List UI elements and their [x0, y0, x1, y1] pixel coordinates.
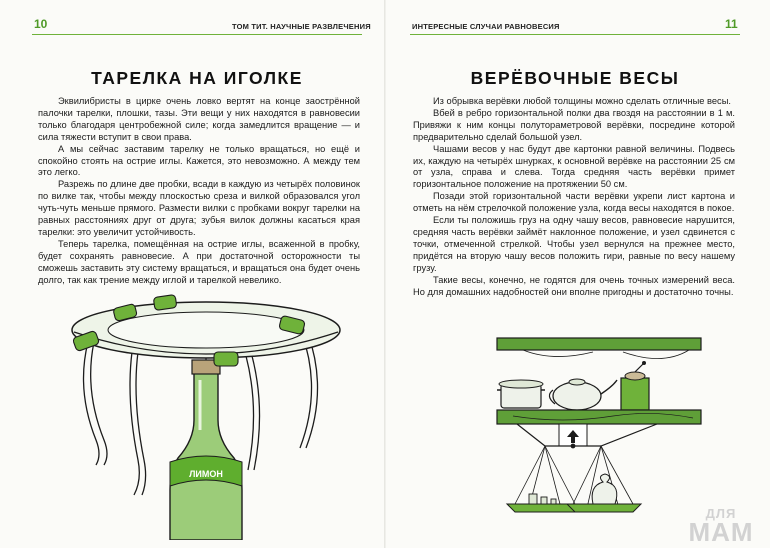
page-title: ВЕРЁВОЧНЫЕ ВЕСЫ [470, 68, 680, 88]
pot-icon [497, 380, 545, 408]
running-head: ИНТЕРЕСНЫЕ СЛУЧАИ РАВНОВЕСИЯ [412, 22, 560, 31]
shelf [497, 410, 701, 424]
paragraph: Разрежь по длине две пробки, всади в каждую из четырёх половинок по вилке так, чтобы между плоскостью среза и вилкой образовался угол чуть-чуть меньше прямого. Размести вилки с пробками вокруг тарелки на равных расстояниях друг от друга; зубья вилок должны касаться края тарелки: это увеличит устойчивость. [38, 179, 360, 237]
page-number: 11 [725, 17, 738, 31]
right-page [385, 0, 770, 548]
paragraph: А мы сейчас заставим тарелку не только вращаться, но ещё и спокойно стоять на острие иглы. Кажется, это невозможно. А между тем это легко. [38, 143, 360, 178]
paragraph: Такие весы, конечно, не годятся для очень точных измерений веса. Но для домашних надобностей они вполне пригодны и достаточно точны. [413, 274, 735, 297]
paragraph: Позади этой горизонтальной части верёвки укрепи лист картона и отметь на нём стрелочкой положение узла, когда весы находятся в покое. [413, 191, 735, 214]
right-pan [567, 504, 641, 512]
paragraph: Чашами весов у нас будут две картонки равной величины. Подвесь их, каждую на четырёх шнурках, к основной верёвке на расстоянии 25 см от узла, справа и слева. Тогда средняя часть верёвки примет горизонтальное положение на протяжении 50 см. [413, 143, 735, 190]
rope-knot [571, 444, 576, 449]
rope-scales-illustration [493, 336, 705, 540]
top-beam [497, 338, 701, 350]
bottle-label: ЛИМОН [189, 469, 223, 479]
paragraph: Вбей в ребро горизонтальной полки два гвоздя на расстоянии в 1 м. Привяжи к ним концы полутораметровой верёвки, посредине которой предварительно сделай большой узел. [413, 107, 735, 142]
paragraph: Эквилибристы в цирке очень ловко вертят на конце заострённой палочки тарелки, плошки, тазы. Эти вещи у них находятся в равновесии только благодаря центробежной силе; когда замедлится вращение — и сила тяжести вступит в свои права. [38, 96, 360, 142]
header-rule [410, 34, 740, 35]
teapot-icon [549, 379, 617, 410]
page-number: 10 [34, 17, 48, 31]
coffee-grinder-icon [621, 361, 649, 410]
sack-icon [592, 474, 617, 504]
watermark [682, 506, 760, 547]
paragraph: Теперь тарелка, помещённая на острие иглы, всаженной в пробку, будет сохранять равновесие. А при достаточной осторожности ты сможешь заставить эту систему вращаться, и вращаться она будет очень долго, так как трение между иглой и тарелкой невелико. [38, 238, 360, 285]
page-title: ТАРЕЛКА НА ИГОЛКЕ [91, 68, 303, 88]
header-rule [32, 34, 362, 35]
watermark-line2: МАМ [688, 517, 754, 547]
body-text [413, 96, 735, 298]
paragraph: Если ты положишь груз на одну чашу весов, равновесие нарушится, средняя часть верёвки займёт наклонное положение, и узел сдвинется с точки, отмеченной стрелкой. Чтобы узел вернулся на прежнее место, придётся на вторую чашу весов положить гири, равные по весу нашему грузу. [413, 215, 735, 273]
paragraph: Из обрывка верёвки любой толщины можно сделать отличные весы. [433, 96, 731, 106]
weights-icon [529, 494, 556, 504]
plate-on-needle-illustration [66, 290, 346, 540]
body-text [38, 96, 360, 287]
watermark-line1: ДЛЯ [705, 506, 737, 521]
running-head: ТОМ ТИТ. НАУЧНЫЕ РАЗВЛЕЧЕНИЯ [232, 22, 371, 31]
